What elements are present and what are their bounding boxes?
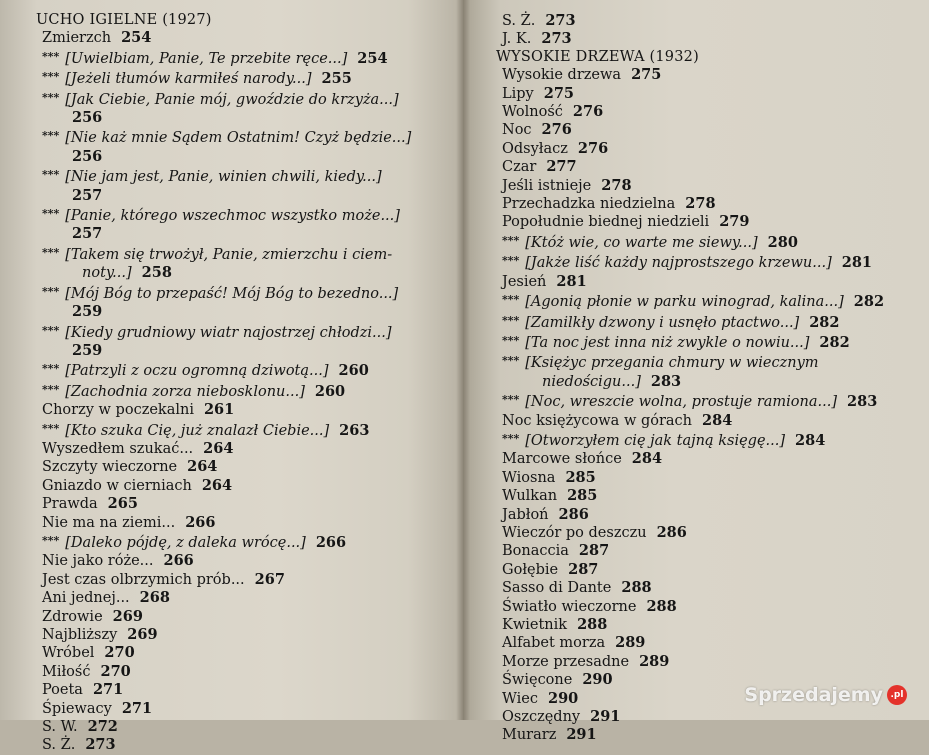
entry-title: [Kiedy grudniowy wiatr najostrzej chłodzi...]	[65, 324, 392, 341]
entry-title: [Agonią płonie w parku winograd, kalina...]	[525, 294, 844, 311]
page-number: 257	[72, 225, 103, 243]
toc-entry	[36, 736, 446, 754]
left-entries-list	[36, 29, 446, 754]
asterisks-marker: ***	[42, 323, 60, 337]
entry-title: [Otworzyłem cię jak tajną księgę...]	[525, 432, 786, 449]
page-number: 264	[187, 458, 218, 476]
toc-entry	[496, 561, 916, 579]
section-title-ucho-igielne: UCHO IGIELNE (1927)	[36, 12, 212, 28]
entry-title: Nie ma na ziemi...	[42, 514, 176, 531]
toc-entry	[496, 332, 916, 352]
page-number: 264	[203, 439, 234, 457]
page-number: 273	[85, 736, 116, 754]
toc-entry	[36, 626, 446, 644]
watermark-text: Sprzedajemy	[744, 684, 883, 706]
toc-entry	[496, 524, 916, 542]
entry-title: Wyszedłem szukać...	[42, 440, 194, 457]
entry-title: Lipy	[502, 85, 534, 102]
page-number: 290	[582, 671, 613, 689]
page-number: 264	[201, 476, 233, 494]
entry-title: Morze przesadne	[502, 653, 630, 670]
page-number: 291	[566, 726, 597, 744]
entry-title: [Jeżeli tłumów karmiłeś narody...]	[65, 71, 312, 88]
page-number: 276	[541, 121, 572, 139]
entry-title-continued: noty...]	[82, 265, 132, 282]
toc-entry	[36, 381, 446, 401]
toc-entry	[496, 158, 916, 176]
page-number: 270	[104, 644, 135, 662]
toc-entry	[36, 552, 446, 570]
toc-entry	[36, 718, 446, 736]
page-number: 276	[577, 139, 609, 157]
page-number: 279	[719, 213, 750, 231]
entry-title: [Ta noc jest inna niż zwykle o nowiu...]	[525, 334, 810, 351]
page-number: 259	[72, 341, 103, 359]
toc-entry	[496, 352, 916, 372]
asterisks-marker: ***	[42, 129, 60, 143]
entry-title: Ani jednej...	[42, 590, 130, 607]
toc-entry	[496, 30, 916, 48]
toc-entry	[36, 589, 446, 607]
page-number: 266	[185, 513, 216, 531]
entry-title: Zdrowie	[42, 608, 103, 625]
entry-title: S. Ż.	[502, 13, 536, 29]
entry-continuation	[36, 264, 446, 282]
toc-entry	[36, 360, 446, 380]
entry-title: [Zamilkły dzwony i usnęło ptactwo...]	[525, 314, 800, 331]
toc-entry	[496, 177, 916, 195]
page-number: 282	[809, 313, 840, 331]
toc-entry	[496, 391, 916, 411]
entry-title: Jesień	[502, 273, 547, 290]
page-number: 269	[127, 626, 158, 643]
entry-title: Kwietnik	[502, 617, 568, 633]
page-number: 260	[314, 382, 346, 400]
entry-title: Jeśli istnieje	[502, 177, 592, 194]
page-number: 284	[702, 411, 733, 429]
page-number: 285	[565, 468, 596, 486]
page-number: 289	[639, 652, 670, 670]
asterisks-marker: ***	[502, 354, 520, 368]
page-number: 259	[72, 303, 103, 321]
entry-title: J. K.	[502, 31, 532, 48]
page-number: 266	[163, 552, 194, 570]
entry-title: Zmierzch	[42, 30, 112, 47]
page-number: 278	[685, 195, 716, 213]
entry-title: Najbliższy	[42, 627, 118, 643]
page-number: 270	[100, 662, 131, 680]
toc-entry	[496, 506, 916, 524]
entry-title: Święcone	[502, 672, 573, 689]
right-entries-list	[496, 66, 916, 745]
entry-continuation	[496, 373, 916, 391]
toc-entry	[496, 195, 916, 213]
page-number: 284	[631, 450, 663, 468]
page-number: 291	[590, 708, 621, 726]
asterisks-marker: ***	[42, 382, 60, 396]
toc-entry	[496, 708, 916, 726]
right-column	[496, 12, 916, 745]
page-number: 254	[121, 29, 152, 47]
entry-title: Światło wieczorne	[502, 598, 637, 615]
entry-title: Wolność	[502, 104, 563, 121]
page-number: 277	[546, 158, 577, 176]
entry-title: Bonaccia	[502, 543, 569, 560]
entry-continuation	[36, 342, 446, 360]
page-number: 288	[621, 579, 652, 597]
asterisks-marker: ***	[42, 284, 60, 298]
page-number: 272	[87, 718, 118, 736]
entry-continuation	[36, 109, 446, 127]
toc-entry	[496, 232, 916, 252]
sprzedajemy-watermark	[744, 684, 907, 706]
page-number: 287	[578, 542, 610, 560]
page-number: 281	[556, 272, 587, 290]
entry-title: [Panie, którego wszechmoc wszystko może...]	[65, 208, 400, 225]
right-pre-entries-list	[496, 12, 916, 49]
toc-entry	[496, 469, 916, 487]
entry-title: Jest czas olbrzymich prób...	[42, 571, 245, 588]
page-number: 287	[568, 560, 599, 578]
toc-entry	[36, 608, 446, 626]
asterisks-marker: ***	[42, 49, 60, 63]
page-number: 258	[141, 264, 172, 282]
entry-title: Oszczędny	[502, 709, 581, 726]
page-number: 254	[357, 49, 388, 67]
page-number: 286	[558, 505, 589, 523]
toc-entry	[496, 103, 916, 121]
entry-title: Wróbel	[42, 645, 95, 662]
page-number: 256	[72, 109, 103, 127]
asterisks-marker: ***	[42, 70, 60, 84]
toc-entry	[36, 458, 446, 476]
entry-title: Przechadzka niedzielna	[502, 196, 676, 213]
toc-entry	[36, 477, 446, 495]
toc-entry	[36, 532, 446, 552]
page-number: 289	[615, 634, 646, 652]
toc-entry	[496, 66, 916, 84]
toc-entry	[496, 12, 916, 30]
entry-title: Murarz	[502, 727, 557, 744]
entry-title: Marcowe słońce	[502, 451, 622, 468]
asterisks-marker: ***	[502, 254, 520, 268]
entry-title: Gniazdo w cierniach	[42, 477, 192, 494]
entry-title: S. W.	[42, 719, 78, 736]
page-number: 284	[795, 431, 826, 449]
toc-entry	[496, 412, 916, 430]
page-number: 278	[601, 176, 632, 194]
toc-entry	[36, 644, 446, 662]
book-gutter	[456, 0, 470, 720]
page-number: 266	[315, 533, 347, 551]
toc-entry	[36, 244, 446, 264]
page-number: 285	[567, 487, 598, 505]
asterisks-marker: ***	[502, 393, 520, 407]
toc-entry	[36, 89, 446, 109]
toc-entry	[496, 598, 916, 616]
toc-entry	[496, 121, 916, 139]
toc-entry	[36, 401, 446, 419]
page-number: 268	[139, 589, 170, 607]
asterisks-marker: ***	[42, 362, 60, 376]
asterisks-marker: ***	[502, 431, 520, 445]
entry-continuation	[36, 225, 446, 243]
entry-title: [Kto szuka Cię, już znalazł Ciebie...]	[65, 422, 330, 439]
entry-title: Jabłoń	[502, 506, 549, 523]
entry-title-continued: niedościgu...]	[542, 373, 641, 390]
toc-entry	[496, 653, 916, 671]
toc-entry	[36, 440, 446, 458]
toc-entry	[496, 140, 916, 158]
toc-entry	[496, 430, 916, 450]
toc-entry	[36, 166, 446, 186]
entry-title: Wysokie drzewa	[502, 67, 622, 84]
entry-title: [Patrzyli z oczu ogromną dziwotą...]	[65, 363, 329, 380]
toc-entry	[36, 283, 446, 303]
page-number: 261	[203, 401, 235, 419]
toc-entry	[496, 634, 916, 652]
entry-title: Chorzy w poczekalni	[42, 402, 194, 419]
entry-continuation	[36, 148, 446, 166]
asterisks-marker: ***	[502, 293, 520, 307]
page-number: 275	[631, 66, 662, 84]
toc-entry	[496, 450, 916, 468]
entry-title: Poeta	[42, 682, 83, 699]
entry-title: Gołębie	[502, 561, 559, 578]
page-number: 273	[545, 12, 576, 29]
entry-title: Wiec	[502, 690, 538, 707]
entry-title: [Zachodnia zorza niebosklonu...]	[65, 383, 305, 400]
entry-title: Śpiewacy	[42, 700, 112, 717]
entry-title: Szczyty wieczorne	[42, 459, 178, 476]
toc-entry	[36, 681, 446, 699]
toc-entry	[496, 579, 916, 597]
entry-title: [Noc, wreszcie wolna, prostuje ramiona...]	[525, 394, 838, 411]
page-number: 283	[650, 372, 682, 390]
entry-title: [Któż wie, co warte me siewy...]	[525, 234, 758, 251]
asterisks-marker: ***	[502, 233, 520, 247]
toc-entry	[36, 322, 446, 342]
asterisks-marker: ***	[42, 245, 60, 259]
toc-entry	[36, 420, 446, 440]
toc-entry	[496, 252, 916, 272]
page-number: 271	[121, 699, 153, 717]
entry-title: [Daleko pójdę, z daleka wrócę...]	[65, 534, 306, 551]
page-number: 280	[767, 233, 798, 251]
entry-title: Noc księżycowa w górach	[502, 412, 693, 429]
asterisks-marker: ***	[42, 207, 60, 221]
entry-title: [Jakże liść każdy najprostszego krzewu...]	[525, 255, 832, 272]
toc-entry	[36, 127, 446, 147]
page-number: 273	[541, 30, 572, 48]
entry-title: S. Ż.	[42, 737, 76, 754]
asterisks-marker: ***	[42, 90, 60, 104]
page-number: 257	[72, 186, 103, 204]
toc-entry	[36, 48, 446, 68]
page-number: 281	[841, 254, 873, 272]
page-number: 269	[112, 607, 143, 625]
entry-title: Miłość	[42, 663, 91, 680]
asterisks-marker: ***	[502, 333, 520, 347]
toc-entry	[496, 291, 916, 311]
entry-title: Alfabet morza	[502, 635, 606, 652]
entry-title: [Księżyc przegania chmury w wiecznym	[525, 355, 819, 372]
entry-title: [Uwielbiam, Panie, Te przebite ręce...]	[65, 50, 348, 67]
left-column	[36, 12, 446, 755]
toc-entry	[496, 487, 916, 505]
toc-entry	[36, 495, 446, 513]
entry-title: [Nie jam jest, Panie, winien chwili, kiedy...]	[65, 169, 382, 186]
entry-title: Wiosna	[502, 469, 556, 486]
page-number: 282	[853, 293, 885, 311]
page-number: 290	[548, 689, 579, 707]
toc-entry	[36, 29, 446, 47]
toc-entry	[496, 213, 916, 231]
entry-title: [Nie każ mnie Sądem Ostatnim! Czyż będzie...]	[65, 130, 412, 147]
toc-entry	[36, 571, 446, 589]
asterisks-marker: ***	[42, 168, 60, 182]
page-number: 265	[107, 495, 138, 513]
toc-entry	[496, 273, 916, 291]
page-number: 260	[338, 362, 369, 380]
page-number: 255	[321, 70, 352, 88]
page-number: 263	[339, 421, 370, 439]
entry-continuation	[36, 303, 446, 321]
entry-title: Prawda	[42, 496, 98, 513]
entry-title: Wulkan	[502, 488, 558, 505]
entry-title: Sasso di Dante	[502, 580, 612, 597]
toc-entry	[36, 205, 446, 225]
toc-entry	[496, 312, 916, 332]
entry-title: Nie jako róże...	[42, 553, 154, 570]
page-number: 286	[656, 523, 687, 541]
section-title-wysokie-drzewa: WYSOKIE DRZEWA (1932)	[496, 48, 699, 65]
entry-title: Czar	[502, 159, 537, 176]
toc-entry	[496, 616, 916, 634]
toc-entry	[36, 68, 446, 88]
entry-title: [Jak Ciebie, Panie mój, gwoździe do krzyża...]	[65, 91, 399, 108]
page-number: 288	[577, 616, 608, 633]
page-number: 288	[646, 597, 677, 615]
watermark-badge: .pl	[887, 685, 907, 705]
entry-title: Wieczór po deszczu	[502, 524, 647, 541]
asterisks-marker: ***	[502, 313, 520, 327]
page-number: 283	[847, 393, 878, 411]
page-number: 282	[819, 333, 850, 351]
entry-title: [Takem się trwożył, Panie, zmierzchu i ciem-	[65, 246, 393, 263]
entry-continuation	[36, 187, 446, 205]
asterisks-marker: ***	[42, 421, 60, 435]
entry-title: [Mój Bóg to przepaść! Mój Bóg to bezedno...]	[65, 285, 399, 302]
entry-title: Popołudnie biednej niedzieli	[502, 214, 710, 231]
toc-entry	[496, 726, 916, 744]
page-number: 267	[254, 570, 285, 588]
entry-title: Odsyłacz	[502, 140, 568, 157]
page-number: 276	[572, 103, 604, 121]
toc-entry	[496, 542, 916, 560]
toc-entry	[36, 514, 446, 532]
asterisks-marker: ***	[42, 533, 60, 547]
toc-entry	[496, 85, 916, 103]
page-number: 275	[543, 84, 575, 102]
toc-entry	[36, 663, 446, 681]
entry-title: Noc	[502, 122, 532, 139]
page-number: 271	[92, 681, 124, 699]
toc-entry	[36, 700, 446, 718]
page-number: 256	[72, 147, 103, 165]
